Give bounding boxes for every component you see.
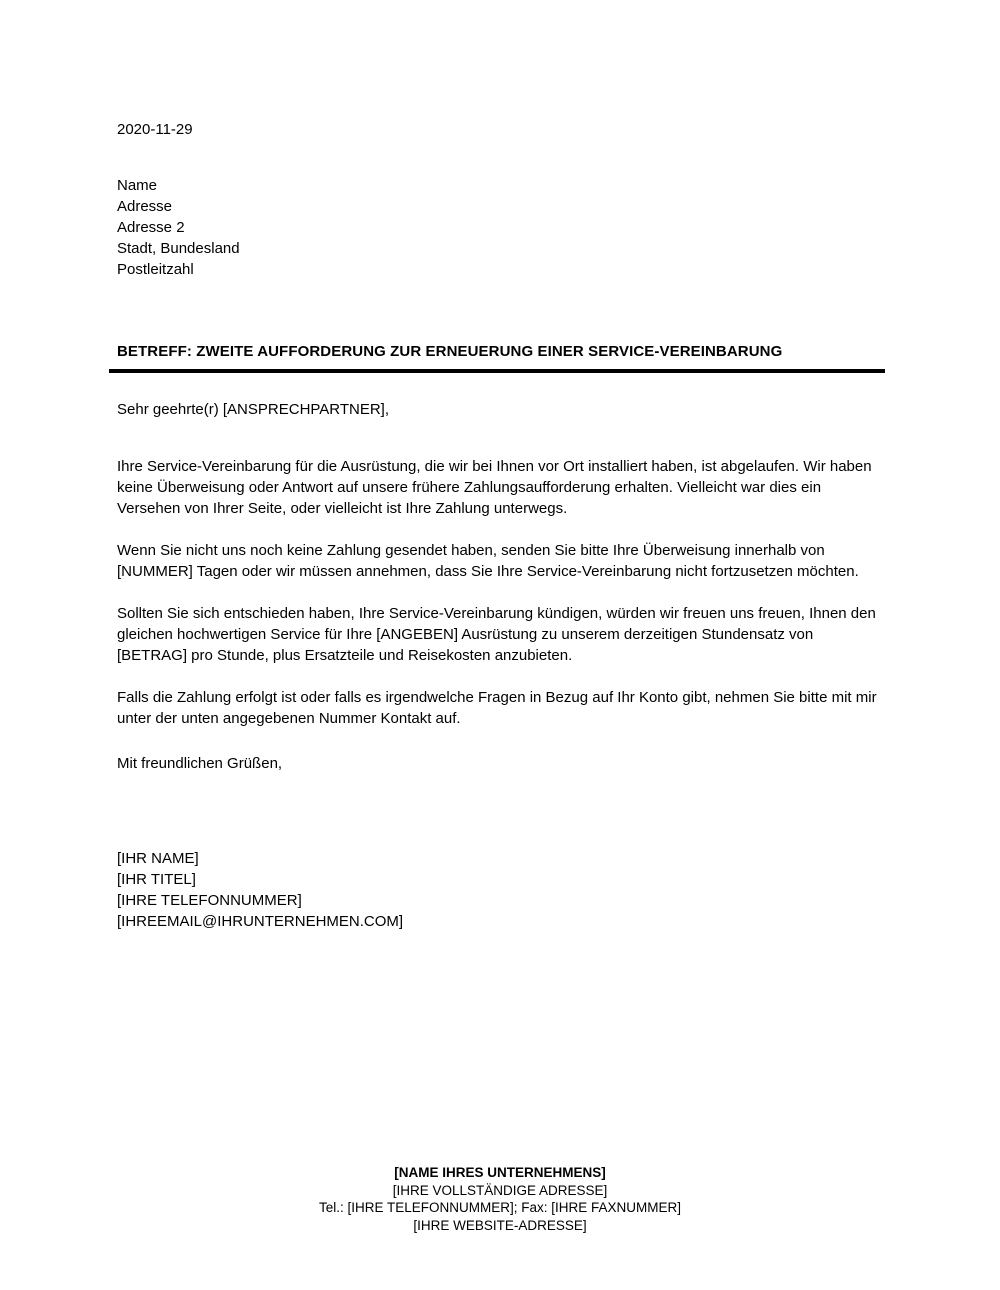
recipient-line-name: Name: [117, 177, 158, 194]
body-paragraph-3: Sollten Sie sich entschieden haben, Ihre Service-Vereinbarung kündigen, würden wir freuen uns freuen, Ihnen den gleichen hochwertigen Service für Ihre [ANGEBEN] Ausrüstung zu unserem derzeitigen Stundensatz von [BETRAG] pro Stunde, plus Ersatzteile und Reisekosten anzubieten.: [117, 605, 876, 664]
signature-name: [IHR NAME]: [117, 850, 199, 867]
closing-salutation: Mit freundlichen Grüßen,: [117, 755, 283, 772]
subject-block: [117, 342, 885, 373]
subject-heading: BETREFF: ZWEITE AUFFORDERUNG ZUR ERNEUERUNG EINER SERVICE-VEREINBARUNG: [117, 343, 783, 360]
signature-title: [IHR TITEL]: [117, 871, 196, 888]
body-paragraphs: [117, 456, 887, 729]
footer-website: [IHRE WEBSITE-ADRESSE]: [413, 1217, 587, 1233]
page-footer: [0, 1164, 1000, 1234]
signature-email: [IHREEMAIL@IHRUNTERNEHMEN.COM]: [117, 913, 404, 930]
footer-phone-fax: Tel.: [IHRE TELEFONNUMMER]; Fax: [IHRE FAXNUMMER]: [318, 1200, 682, 1215]
recipient-address-block: [117, 175, 240, 280]
salutation: Sehr geehrte(r) [ANSPRECHPARTNER],: [117, 401, 390, 418]
footer-address: [IHRE VOLLSTÄNDIGE ADRESSE]: [392, 1182, 608, 1198]
recipient-line-address1: Adresse: [117, 198, 173, 215]
letter-date: 2020-11-29: [117, 121, 193, 138]
subject-divider-rule: [109, 369, 885, 373]
signature-block: [117, 848, 403, 932]
body-paragraph-2: Wenn Sie nicht uns noch keine Zahlung gesendet haben, senden Sie bitte Ihre Überweisung innerhalb von [NUMMER] Tagen oder wir müssen annehmen, dass Sie Ihre Service-Vereinbarung nicht fortzusetzen möchten.: [117, 542, 859, 580]
footer-company-name: [NAME IHRES UNTERNEHMENS]: [394, 1165, 606, 1180]
body-paragraph-1: Ihre Service-Vereinbarung für die Ausrüstung, die wir bei Ihnen vor Ort installiert haben, ist abgelaufen. Wir haben keine Überweisung oder Antwort auf unsere frühere Zahlungsaufforderung erhalten. Vielleicht war dies ein Versehen von Ihrer Seite, oder vielleicht ist Ihre Zahlung unterwegs.: [117, 458, 872, 517]
body-paragraph-4: Falls die Zahlung erfolgt ist oder falls es irgendwelche Fragen in Bezug auf Ihr Konto gibt, nehmen Sie bitte mit mir unter der unten angegebenen Nummer Kontakt auf.: [117, 689, 877, 727]
recipient-line-city-state: Stadt, Bundesland: [117, 240, 240, 257]
signature-phone: [IHRE TELEFONNUMMER]: [117, 892, 302, 909]
recipient-line-address2: Adresse 2: [117, 219, 185, 236]
recipient-line-postcode: Postleitzahl: [117, 261, 194, 278]
